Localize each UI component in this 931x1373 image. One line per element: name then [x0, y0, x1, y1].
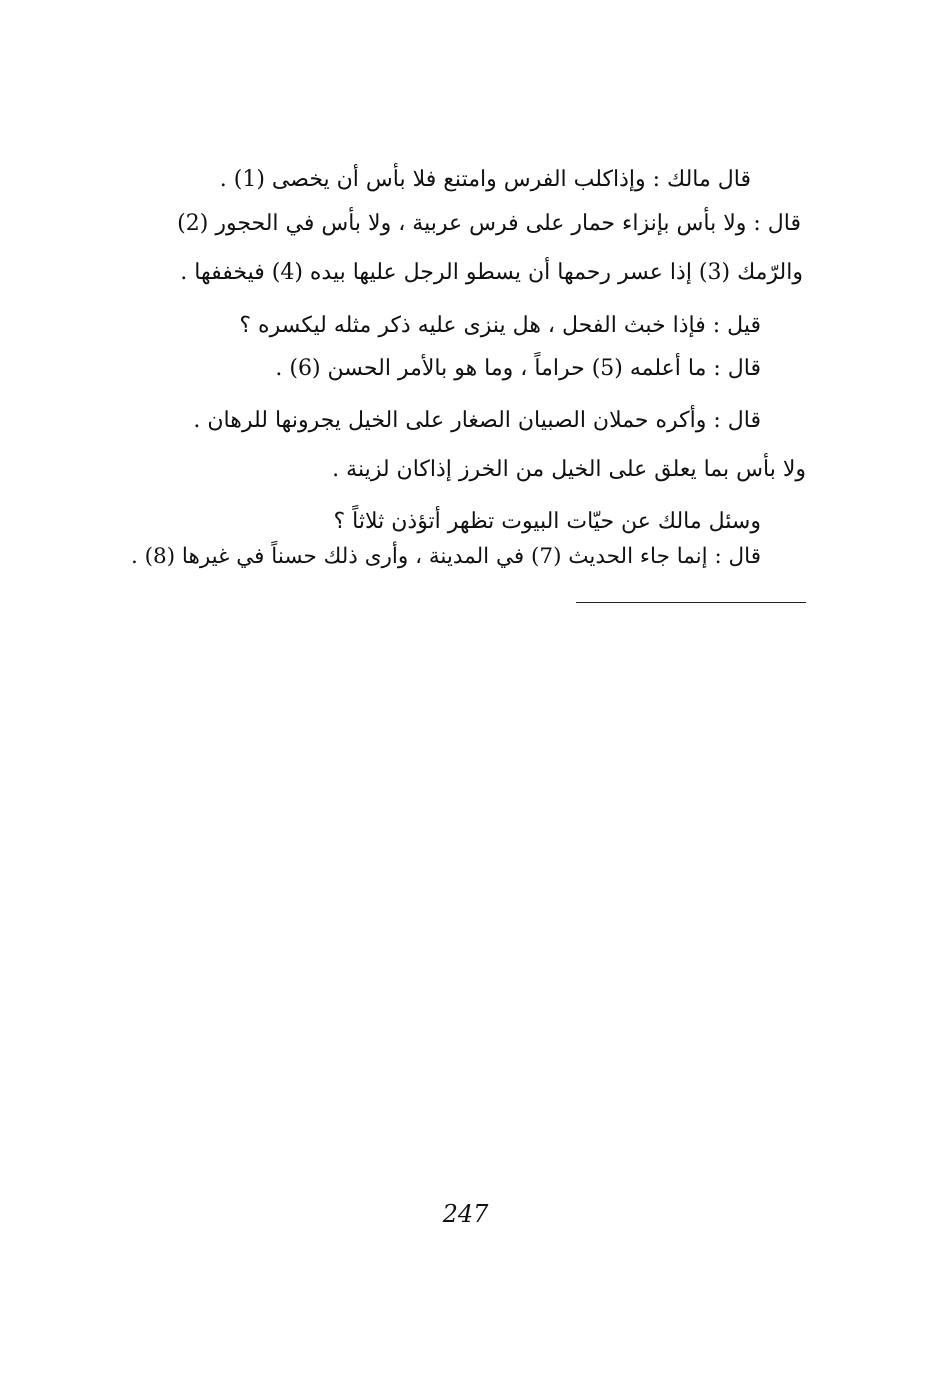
main-text-line: والرّمك (3) إذا عسر رحمها أن يسطو الرجل عليها بيده (4) فيخففها . [180, 260, 803, 285]
main-text-line: ولا بأس بما يعلق على الخيل من الخرز إذاكان لزينة . [332, 457, 806, 482]
footnote-separator [576, 602, 806, 603]
main-text-line: وسئل مالك عن حيّات البيوت تظهر أتؤذن ثلاثاً ؟ [333, 509, 761, 534]
main-text-line: قال مالك : وإذاكلب الفرس وامتنع فلا بأس أن يخصى (1) . [219, 167, 751, 192]
main-text-line: قال : ما أعلمه (5) حراماً ، وما هو بالأمر الحسن (6) . [275, 356, 761, 381]
main-text-line: قال : إنما جاء الحديث (7) في المدينة ، وأرى ذلك حسناً في غيرها (8) . [130, 544, 761, 569]
main-text-line: قيل : فإذا خبث الفحل ، هل ينزى عليه ذكر مثله ليكسره ؟ [239, 313, 761, 338]
main-text-line: قال : ولا بأس بإنزاء حمار على فرس عربية ، ولا بأس في الحجور (2) [177, 211, 801, 236]
page-number: 247 [442, 1200, 489, 1228]
main-text-line: قال : وأكره حملان الصبيان الصغار على الخيل يجرونها للرهان . [193, 408, 761, 433]
